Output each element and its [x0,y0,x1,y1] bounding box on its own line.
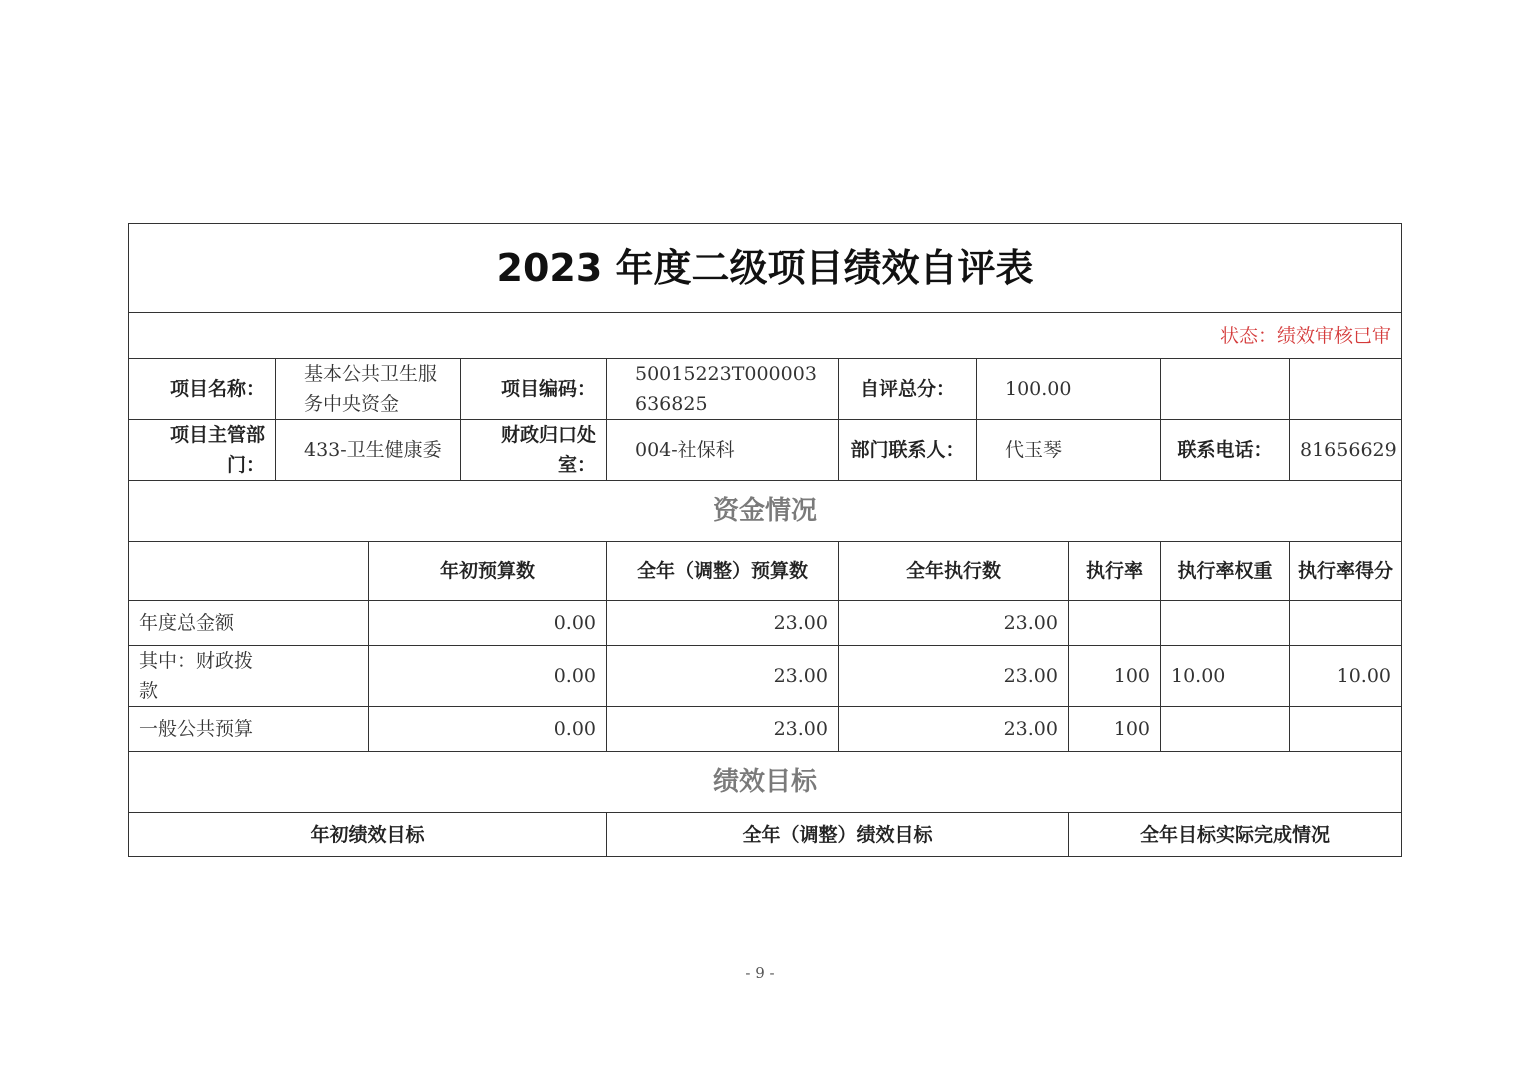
empty-cell [1290,359,1402,420]
phone-label: 联系电话： [1161,420,1290,481]
row-weight: 10.00 [1161,646,1290,707]
funds-header-row [129,542,1402,601]
page-number: - 9 - [745,964,775,982]
info-row-project [129,359,1402,420]
row-initial: 0.00 [369,646,607,707]
row-weight [1161,601,1290,646]
score-value: 100.00 [977,359,1161,420]
row-adjusted: 23.00 [607,707,839,752]
info-row-department [129,420,1402,481]
row-rate: 100 [1069,707,1161,752]
header-initial-budget: 年初预算数 [369,542,607,601]
finance-value: 004-社保科 [607,420,839,481]
table-title: 2023 年度二级项目绩效自评表 [129,224,1402,313]
header-weight: 执行率权重 [1161,542,1290,601]
goals-header-row [129,813,1402,857]
header-actual-completion: 全年目标实际完成情况 [1069,813,1402,857]
header-adjusted-goal: 全年（调整）绩效目标 [607,813,1069,857]
row-adjusted: 23.00 [607,601,839,646]
project-name-value: 基本公共卫生服务中央资金 [276,359,461,420]
status-badge: 状态：绩效审核已审 [129,313,1402,359]
row-executed: 23.00 [839,707,1069,752]
row-adjusted: 23.00 [607,646,839,707]
finance-label: 财政归口处室： [461,420,607,481]
row-initial: 0.00 [369,707,607,752]
table-row [129,601,1402,646]
contact-value: 代玉琴 [977,420,1161,481]
score-label: 自评总分： [839,359,977,420]
table-row [129,646,1402,707]
row-score: 10.00 [1290,646,1402,707]
row-name: 一般公共预算 [129,707,369,752]
dept-value: 433-卫生健康委 [276,420,461,481]
row-name: 其中：财政拨款 [129,646,369,707]
row-rate: 100 [1069,646,1161,707]
header-initial-goal: 年初绩效目标 [129,813,607,857]
header-rate-score: 执行率得分 [1290,542,1402,601]
funds-section-title: 资金情况 [129,481,1402,542]
project-code-value: 50015223T000003636825 [607,359,839,420]
row-score [1290,707,1402,752]
funds-header-blank [129,542,369,601]
performance-evaluation-table [128,223,1402,857]
project-code-label: 项目编码： [461,359,607,420]
empty-cell [1161,359,1290,420]
row-executed: 23.00 [839,601,1069,646]
table-row [129,707,1402,752]
contact-label: 部门联系人： [839,420,977,481]
phone-value: 81656629 [1290,420,1402,481]
project-name-label: 项目名称： [129,359,276,420]
row-rate [1069,601,1161,646]
header-rate: 执行率 [1069,542,1161,601]
row-weight [1161,707,1290,752]
row-executed: 23.00 [839,646,1069,707]
row-score [1290,601,1402,646]
goals-section-title: 绩效目标 [129,752,1402,813]
row-name: 年度总金额 [129,601,369,646]
row-initial: 0.00 [369,601,607,646]
header-adjusted-budget: 全年（调整）预算数 [607,542,839,601]
header-executed: 全年执行数 [839,542,1069,601]
dept-label: 项目主管部门： [129,420,276,481]
